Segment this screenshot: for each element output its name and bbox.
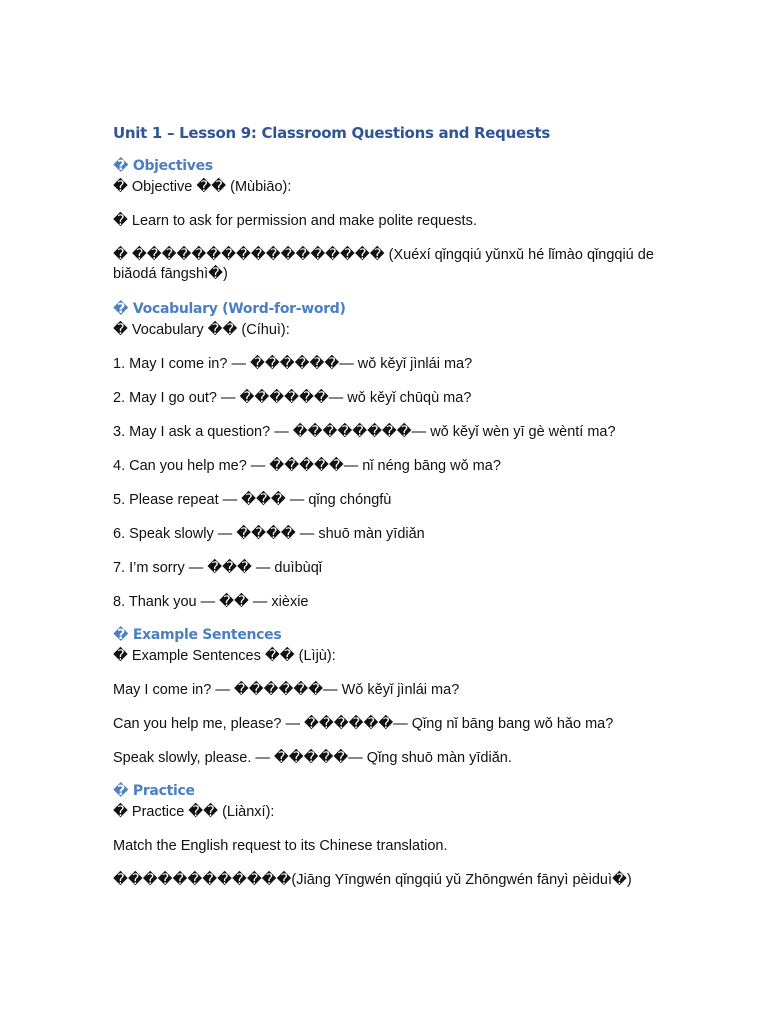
vocabulary-label: � Vocabulary �� (Cíhuì):	[113, 322, 290, 338]
examples-section	[113, 627, 673, 768]
vocabulary-section	[113, 301, 673, 612]
vocabulary-item: 1. May I come in? — ������— wǒ kěyǐ jìnlái ma?	[113, 356, 473, 372]
objectives-heading: � Objectives	[113, 158, 213, 174]
practice-english: Match the English request to its Chinese translation.	[113, 838, 448, 854]
example-sentence: Can you help me, please? — ������— Qǐng nǐ bāng bang wǒ hǎo ma?	[113, 716, 614, 732]
examples-label: � Example Sentences �� (Lìjù):	[113, 648, 336, 664]
vocabulary-item: 7. I’m sorry — ��� — duìbùqǐ	[113, 560, 322, 576]
practice-heading: � Practice	[113, 783, 195, 799]
example-sentence: May I come in? — ������— Wǒ kěyǐ jìnlái ma?	[113, 682, 460, 698]
practice-chinese: ������������(Jiāng Yīngwén qǐngqiú yǔ Zhōngwén fānyì pèiduì�)	[113, 872, 632, 888]
objective-english: � Learn to ask for permission and make polite requests.	[113, 213, 477, 229]
objective-label: � Objective �� (Mùbiāo):	[113, 179, 292, 195]
practice-label: � Practice �� (Liànxí):	[113, 804, 275, 820]
vocabulary-item: 3. May I ask a question? — ��������— wǒ kěyǐ wèn yī gè wèntí ma?	[113, 424, 616, 440]
vocabulary-item: 6. Speak slowly — ���� — shuō màn yīdiǎn	[113, 526, 425, 542]
vocabulary-item: 5. Please repeat — ��� — qǐng chóngfù	[113, 492, 392, 508]
objective-chinese: � ����������������� (Xuéxí qǐngqiú yǔnxǔ hé lǐmào qǐngqiú de biǎodá fāngshì�)	[113, 247, 654, 282]
practice-section	[113, 783, 673, 890]
example-sentence: Speak slowly, please. — �����— Qǐng shuō màn yīdiǎn.	[113, 750, 512, 766]
examples-heading: � Example Sentences	[113, 627, 282, 643]
page-title: Unit 1 – Lesson 9: Classroom Questions and Requests	[113, 124, 550, 142]
vocabulary-item: 4. Can you help me? — �����— nǐ néng bāng wǒ ma?	[113, 458, 501, 474]
vocabulary-item: 8. Thank you — �� — xièxie	[113, 594, 309, 610]
document-page	[113, 124, 673, 905]
objectives-section	[113, 158, 673, 284]
vocabulary-heading: � Vocabulary (Word-for-word)	[113, 301, 346, 317]
vocabulary-item: 2. May I go out? — ������— wǒ kěyǐ chūqù ma?	[113, 390, 472, 406]
